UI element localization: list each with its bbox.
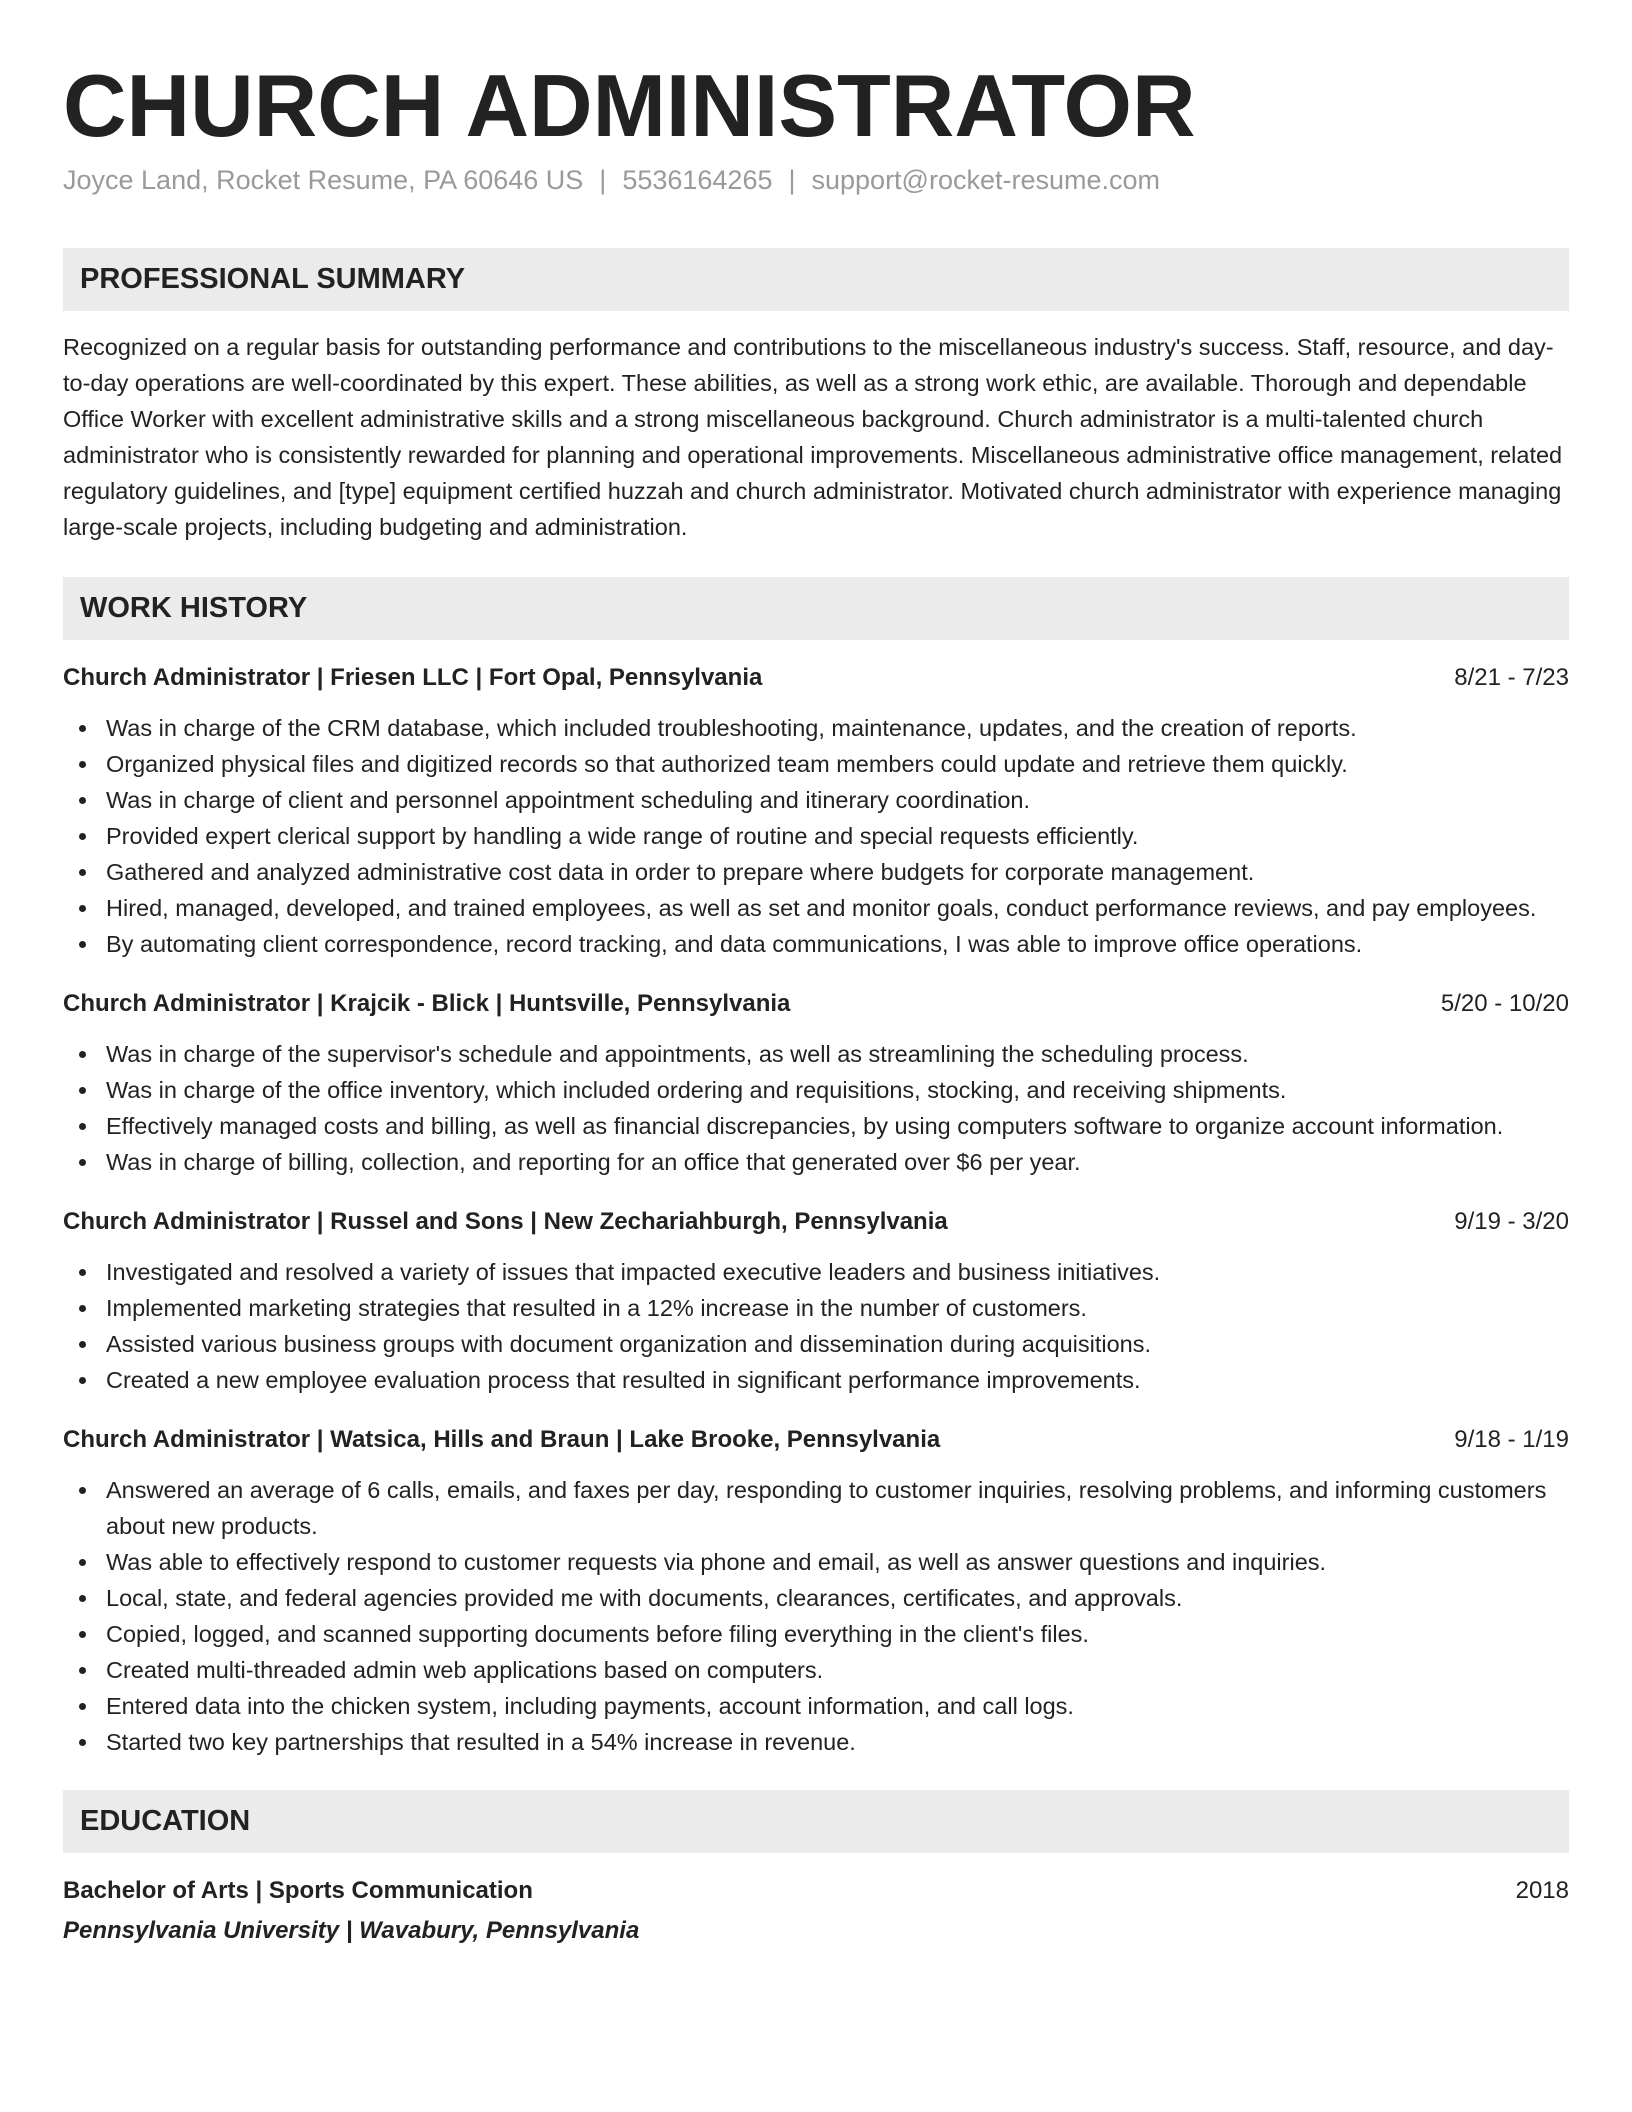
job-bullet: Was able to effectively respond to customer requests via phone and email, as well as answer questions and inquiries. bbox=[106, 1544, 1569, 1580]
contact-phone: 5536164265 bbox=[622, 164, 773, 195]
job-entry bbox=[63, 1422, 1569, 1760]
contact-line bbox=[63, 165, 1569, 196]
job-bullet: By automating client correspondence, record tracking, and data communications, I was able to improve office operations. bbox=[106, 926, 1569, 962]
job-bullet: Was in charge of billing, collection, and reporting for an office that generated over $6 per year. bbox=[106, 1144, 1569, 1180]
contact-email: support@rocket-resume.com bbox=[811, 164, 1161, 195]
job-bullet: Started two key partnerships that resulted in a 54% increase in revenue. bbox=[106, 1724, 1569, 1760]
job-dates: 9/18 - 1/19 bbox=[1454, 1425, 1569, 1453]
summary-text: Recognized on a regular basis for outstanding performance and contributions to the miscellaneous industry's success. Staff, resource, and day-to-day operations are well-coordinated by this expert. These abilities, as well as a strong work ethic, are available. Thorough and dependable Office Worker with excellent administrative skills and a strong miscellaneous background. Church administrator is a multi-talented church administrator who is consistently rewarded for planning and operational improvements. Miscellaneous administrative office management, related regulatory guidelines, and [type] equipment certified huzzah and church administrator. Motivated church administrator with experience managing large-scale projects, including budgeting and administration. bbox=[63, 333, 1563, 540]
contact-address: Joyce Land, Rocket Resume, PA 60646 US bbox=[63, 164, 584, 195]
work-history-heading: WORK HISTORY bbox=[63, 577, 1569, 640]
education-school: Pennsylvania University | Wavabury, Pennsylvania bbox=[63, 1916, 640, 1944]
job-header bbox=[63, 1422, 1569, 1458]
job-header bbox=[63, 1204, 1569, 1240]
job-dates: 8/21 - 7/23 bbox=[1454, 663, 1569, 691]
job-bullet: Was in charge of the supervisor's schedule and appointments, as well as streamlining the scheduling process. bbox=[106, 1036, 1569, 1072]
job-bullets bbox=[63, 1472, 1569, 1760]
job-bullet: Investigated and resolved a variety of issues that impacted executive leaders and business initiatives. bbox=[106, 1254, 1569, 1290]
job-title: Church Administrator | Krajcik - Blick | Huntsville, Pennsylvania bbox=[63, 989, 791, 1017]
job-bullet: Created multi-threaded admin web applications based on computers. bbox=[106, 1652, 1569, 1688]
work-history-list bbox=[63, 660, 1569, 1760]
job-bullets bbox=[63, 710, 1569, 962]
job-bullet: Created a new employee evaluation process that resulted in significant performance improvements. bbox=[106, 1362, 1569, 1398]
job-bullet: Copied, logged, and scanned supporting documents before filing everything in the client's files. bbox=[106, 1616, 1569, 1652]
resume-title: CHURCH ADMINISTRATOR bbox=[63, 56, 1196, 155]
job-bullets bbox=[63, 1254, 1569, 1398]
education-heading: EDUCATION bbox=[63, 1790, 1569, 1853]
job-bullet: Was in charge of the office inventory, which included ordering and requisitions, stocking, and receiving shipments. bbox=[106, 1072, 1569, 1108]
job-title: Church Administrator | Watsica, Hills and Braun | Lake Brooke, Pennsylvania bbox=[63, 1425, 941, 1453]
job-bullet: Assisted various business groups with document organization and dissemination during acquisitions. bbox=[106, 1326, 1569, 1362]
education-year: 2018 bbox=[1515, 1876, 1569, 1904]
job-entry bbox=[63, 1204, 1569, 1398]
job-title: Church Administrator | Russel and Sons | New Zechariahburgh, Pennsylvania bbox=[63, 1207, 948, 1235]
job-header bbox=[63, 986, 1569, 1022]
job-dates: 5/20 - 10/20 bbox=[1440, 989, 1569, 1017]
job-title: Church Administrator | Friesen LLC | Fort Opal, Pennsylvania bbox=[63, 663, 763, 691]
education-row bbox=[63, 1873, 1569, 1909]
job-dates: 9/19 - 3/20 bbox=[1454, 1207, 1569, 1235]
job-bullet: Local, state, and federal agencies provided me with documents, clearances, certificates, and approvals. bbox=[106, 1580, 1569, 1616]
job-bullet: Effectively managed costs and billing, as well as financial discrepancies, by using computers software to organize account information. bbox=[106, 1108, 1569, 1144]
job-bullet: Organized physical files and digitized records so that authorized team members could update and retrieve them quickly. bbox=[106, 746, 1569, 782]
job-bullet: Was in charge of client and personnel appointment scheduling and itinerary coordination. bbox=[106, 782, 1569, 818]
job-entry bbox=[63, 660, 1569, 962]
summary-heading: PROFESSIONAL SUMMARY bbox=[63, 248, 1569, 311]
education-entry bbox=[63, 1873, 1569, 1949]
job-header bbox=[63, 660, 1569, 696]
job-bullet: Provided expert clerical support by handling a wide range of routine and special requests efficiently. bbox=[106, 818, 1569, 854]
job-entry bbox=[63, 986, 1569, 1180]
education-degree: Bachelor of Arts | Sports Communication bbox=[63, 1876, 533, 1904]
contact-separator: | bbox=[599, 164, 607, 195]
job-bullet: Entered data into the chicken system, including payments, account information, and call logs. bbox=[106, 1688, 1569, 1724]
job-bullet: Gathered and analyzed administrative cost data in order to prepare where budgets for corporate management. bbox=[106, 854, 1569, 890]
job-bullet: Was in charge of the CRM database, which included troubleshooting, maintenance, updates, and the creation of reports. bbox=[106, 710, 1569, 746]
contact-separator: | bbox=[788, 164, 796, 195]
job-bullets bbox=[63, 1036, 1569, 1180]
job-bullet: Hired, managed, developed, and trained employees, as well as set and monitor goals, conduct performance reviews, and pay employees. bbox=[106, 890, 1569, 926]
job-bullet: Answered an average of 6 calls, emails, and faxes per day, responding to customer inquiries, resolving problems, and informing customers about new products. bbox=[106, 1472, 1569, 1544]
job-bullet: Implemented marketing strategies that resulted in a 12% increase in the number of customers. bbox=[106, 1290, 1569, 1326]
